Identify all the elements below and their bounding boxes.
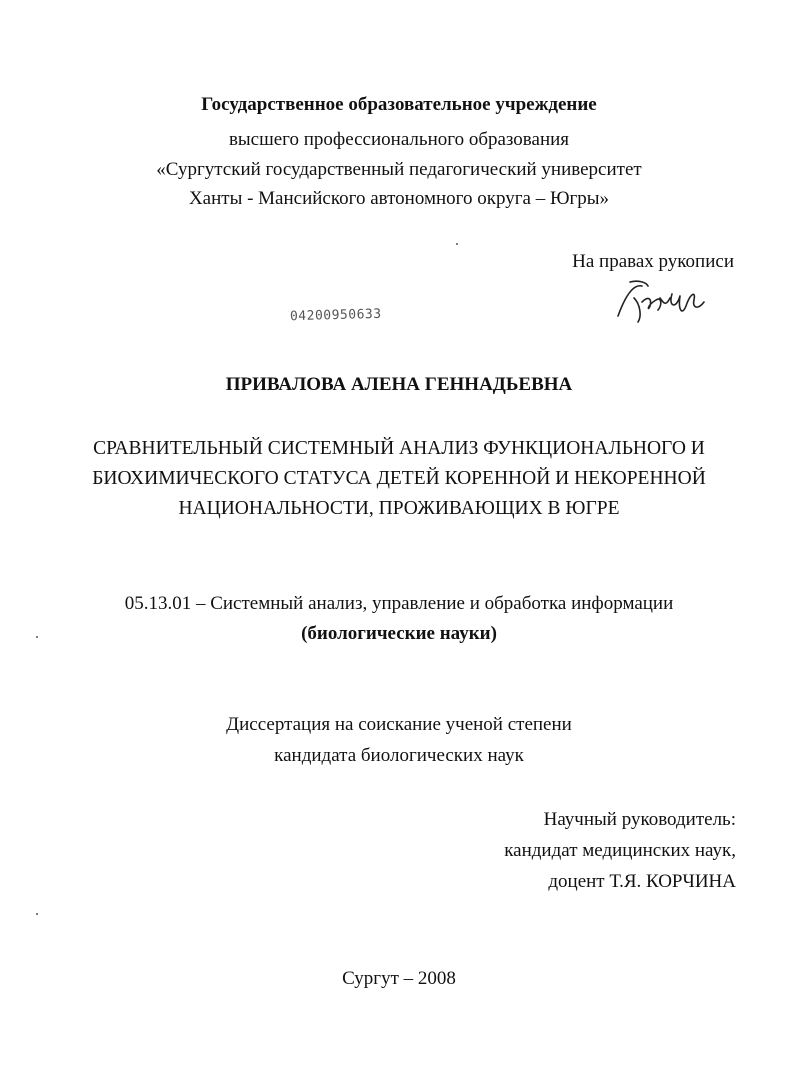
degree-line-1: Диссертация на соискание ученой степени xyxy=(226,714,572,735)
scan-speck xyxy=(36,636,38,638)
supervisor-label: Научный руководитель: xyxy=(543,809,736,830)
degree-line-2: кандидата биологических наук xyxy=(274,745,524,766)
supervisor-name: доцент Т.Я. КОРЧИНА xyxy=(548,871,736,892)
handwritten-signature xyxy=(612,276,712,326)
author-name: ПРИВАЛОВА АЛЕНА ГЕННАДЬЕВНА xyxy=(225,374,573,395)
rights-note: На правах рукописи xyxy=(572,251,734,272)
scan-speck xyxy=(456,243,458,245)
place-and-year: Сургут – 2008 xyxy=(342,968,456,989)
specialty-code: 05.13.01 – Системный анализ, управление и обработка информации xyxy=(124,593,674,614)
region-name: Ханты - Мансийского автономного округа – Югры» xyxy=(188,188,610,209)
scan-speck xyxy=(36,913,38,915)
education-level: высшего профессионального образования xyxy=(228,129,570,150)
dissertation-title-line-1: СРАВНИТЕЛЬНЫЙ СИСТЕМНЫЙ АНАЛИЗ ФУНКЦИОНАЛЬНОГО И xyxy=(93,438,705,459)
specialty-branch: (биологические науки) xyxy=(301,623,497,644)
archive-stamp-number: 04200950633 xyxy=(289,306,382,325)
university-name: «Сургутский государственный педагогический университет xyxy=(156,159,642,180)
institution-type: Государственное образовательное учреждение xyxy=(201,94,597,115)
dissertation-title-line-3: НАЦИОНАЛЬНОСТИ, ПРОЖИВАЮЩИХ В ЮГРЕ xyxy=(178,498,620,519)
supervisor-degree: кандидат медицинских наук, xyxy=(504,840,736,861)
dissertation-title-line-2: БИОХИМИЧЕСКОГО СТАТУСА ДЕТЕЙ КОРЕННОЙ И НЕКОРЕННОЙ xyxy=(92,468,706,489)
